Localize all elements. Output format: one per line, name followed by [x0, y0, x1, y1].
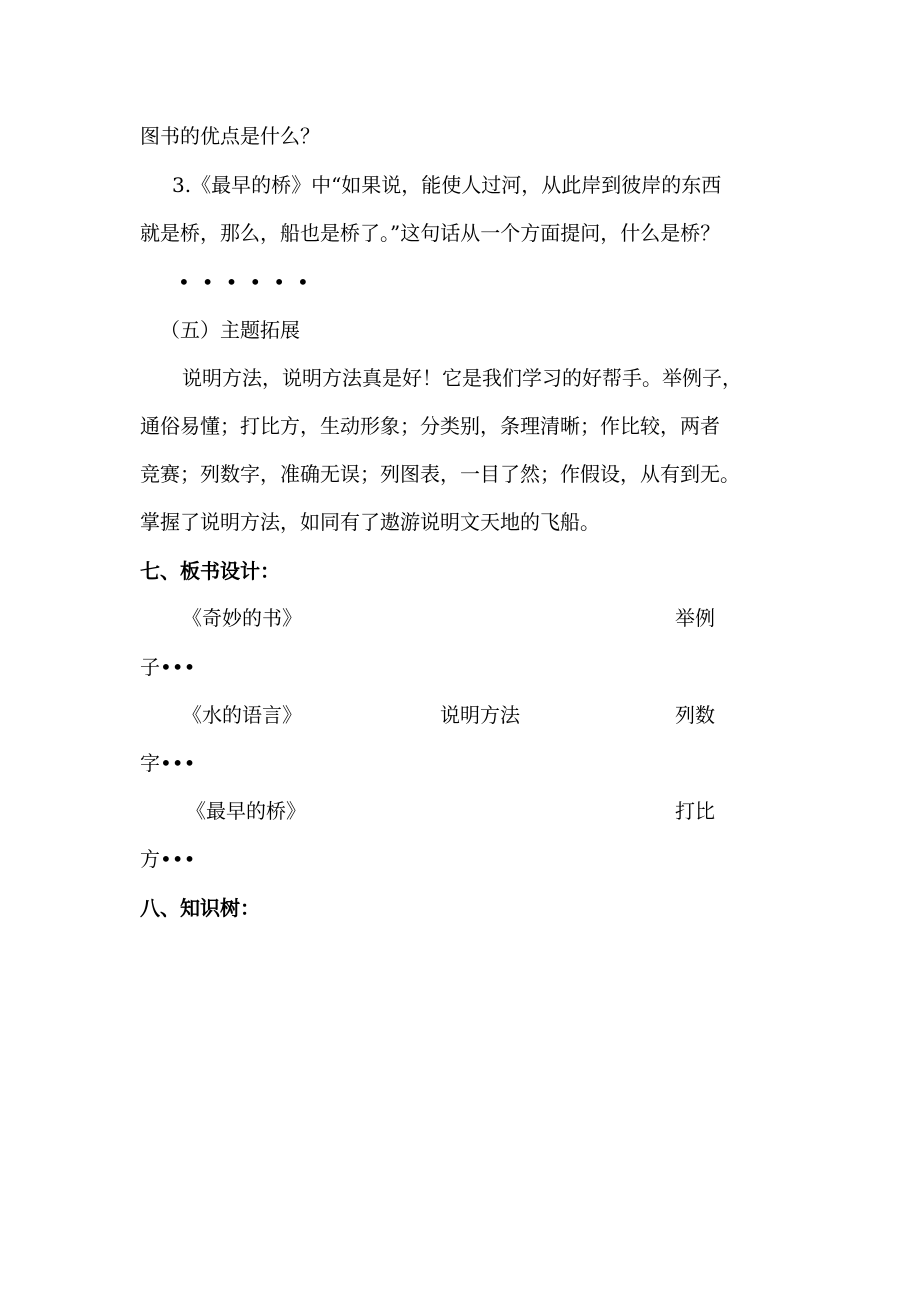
question-3-line-1: 3.《最早的桥》中“如果说，能使人过河，从此岸到彼岸的东西 [172, 173, 722, 197]
question-3-line-2: 就是桥，那么，船也是桥了。”这句话从一个方面提问，什么是桥？ [140, 221, 721, 245]
board-method-2a: 列数 [675, 703, 715, 727]
board-book-3: 《最早的桥》 [186, 799, 306, 823]
board-method-1a: 举例 [675, 606, 715, 630]
section-7-heading: 七、板书设计： [140, 559, 280, 583]
board-method-2b: 字••• [140, 751, 196, 775]
section-8-heading: 八、知识树： [140, 896, 260, 920]
board-method-1b: 子••• [140, 655, 196, 679]
section-5-heading: （五）主题拓展 [160, 318, 300, 342]
board-center-label: 说明方法 [440, 703, 520, 727]
board-book-1: 《奇妙的书》 [182, 606, 302, 630]
ellipsis-dots: •••••• [178, 270, 321, 294]
theme-paragraph-line-2: 通俗易懂；打比方，生动形象；分类别，条理清晰；作比较，两者 [140, 414, 720, 438]
theme-paragraph-line-3: 竞赛；列数字，准确无误；列图表，一目了然；作假设，从有到无。 [140, 462, 740, 486]
question-2-end: 图书的优点是什么？ [140, 124, 320, 148]
theme-paragraph-line-4: 掌握了说明方法，如同有了遨游说明文天地的飞船。 [140, 510, 600, 534]
board-book-2: 《水的语言》 [182, 703, 302, 727]
board-method-3a: 打比 [675, 799, 715, 823]
board-method-3b: 方••• [140, 847, 196, 871]
theme-paragraph-line-1: 说明方法，说明方法真是好！它是我们学习的好帮手。举例子， [182, 366, 742, 390]
